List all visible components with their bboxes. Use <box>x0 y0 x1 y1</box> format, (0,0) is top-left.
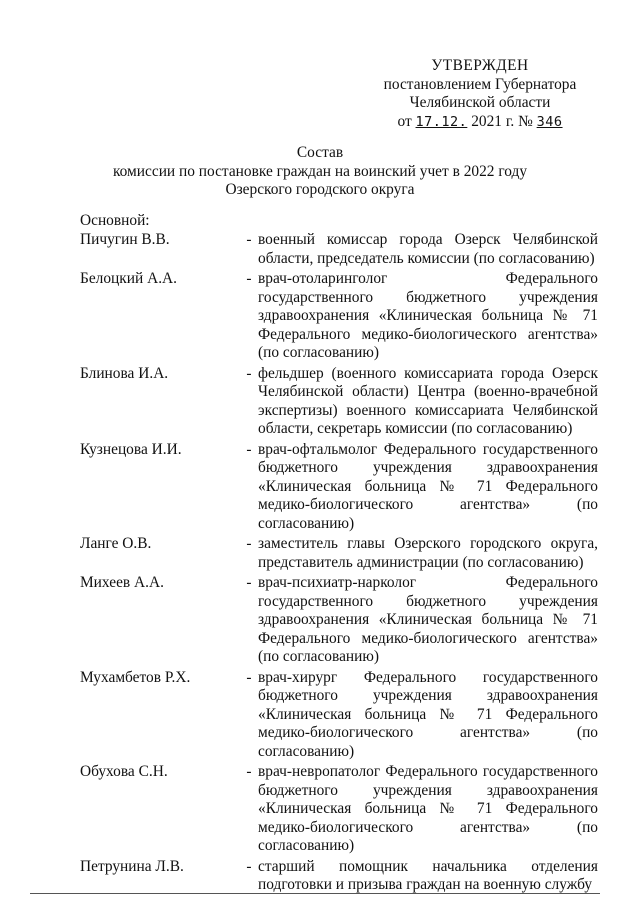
approval-date-line <box>360 113 600 132</box>
member-role: старший помощник начальника отделения подготовки и призыва граждан на военную службу <box>258 857 598 893</box>
member-name: Пичугин В.В. <box>80 231 170 248</box>
member-name: Петрунина Л.В. <box>80 857 184 875</box>
approval-title: УТВЕРЖДЕН <box>431 57 529 74</box>
approval-authority: постановлением Губернатора <box>383 75 577 93</box>
member-role: врач-хирург Федерального государственного бюджетного учреждения здравоохранения «Клиническая больница № 71 Федерального медико-биологического агентства» (по согласованию) <box>258 668 598 760</box>
member-dash: - <box>246 535 252 552</box>
member-dash: - <box>246 857 252 875</box>
commission-roster <box>80 212 598 897</box>
member-row <box>80 669 598 762</box>
member-row <box>80 858 598 895</box>
approval-year-number-label: 2021 г. № <box>471 112 533 130</box>
heading-line-3: Озерского городского округа <box>225 181 415 198</box>
member-dash: - <box>246 574 252 591</box>
member-row <box>80 763 598 856</box>
member-name: Кузнецова И.И. <box>80 440 182 458</box>
member-dash: - <box>246 270 252 287</box>
approval-region: Челябинской области <box>409 94 551 111</box>
member-role: врач-отоларинголог Федерального государственного бюджетного учреждения здравоохранения «Клиническая больница № 71 Федерального медико-биологического агентства» (по согласованию) <box>258 270 598 361</box>
member-name: Блинова И.А. <box>80 364 169 382</box>
approval-date-value: 17.12. <box>415 113 468 130</box>
approval-number-value: 346 <box>536 113 563 130</box>
member-role: врач-невропатолог Федерального государственного бюджетного учреждения здравоохранения «Клиническая больница № 71 Федерального медико-биологического агентства» (по согласованию) <box>258 763 598 854</box>
member-dash: - <box>246 763 252 780</box>
member-row <box>80 365 598 439</box>
member-role: заместитель главы Озерского городского округа, представитель администрации (по согласованию) <box>258 535 598 571</box>
member-dash: - <box>246 668 252 686</box>
member-row <box>80 441 598 534</box>
member-role: врач-офтальмолог Федерального государственного бюджетного учреждения здравоохранения «Клиническая больница № 71 Федерального медико-биологического агентства» (по согласованию) <box>258 440 598 532</box>
member-dash: - <box>246 364 252 382</box>
member-name: Михеев А.А. <box>80 574 164 591</box>
approval-block <box>360 57 600 131</box>
member-name: Ланге О.В. <box>80 535 152 552</box>
document-heading <box>0 144 640 200</box>
page-bottom-rule <box>30 893 600 894</box>
heading-line-2: комиссии по постановке граждан на воинский учет в 2022 году <box>112 162 528 180</box>
member-dash: - <box>246 440 252 458</box>
member-role: врач-психиатр-нарколог Федерального государственного бюджетного учреждения здравоохранения «Клиническая больница № 71 Федерального медико-биологического агентства» (по согласованию) <box>258 574 598 665</box>
member-row <box>80 535 598 572</box>
member-name: Обухова С.Н. <box>80 763 168 780</box>
member-row <box>80 574 598 667</box>
member-name: Мухамбетов Р.Х. <box>80 668 191 686</box>
member-name: Белоцкий А.А. <box>80 270 178 287</box>
section-label: Основной: <box>80 212 150 229</box>
member-row <box>80 270 598 363</box>
member-role: военный комиссар города Озерск Челябинской области, председатель комиссии (по согласованию) <box>258 231 598 267</box>
approval-date-prefix: от <box>397 112 412 130</box>
member-role: фельдшер (военного комиссариата города Озерск Челябинской области) Центра (военно-врачебной экспертизы) военного комиссариата Челябинской области, секретарь комиссии (по согласованию) <box>258 364 598 437</box>
heading-line-1: Состав <box>296 144 344 161</box>
member-row <box>80 231 598 268</box>
member-dash: - <box>246 231 252 248</box>
